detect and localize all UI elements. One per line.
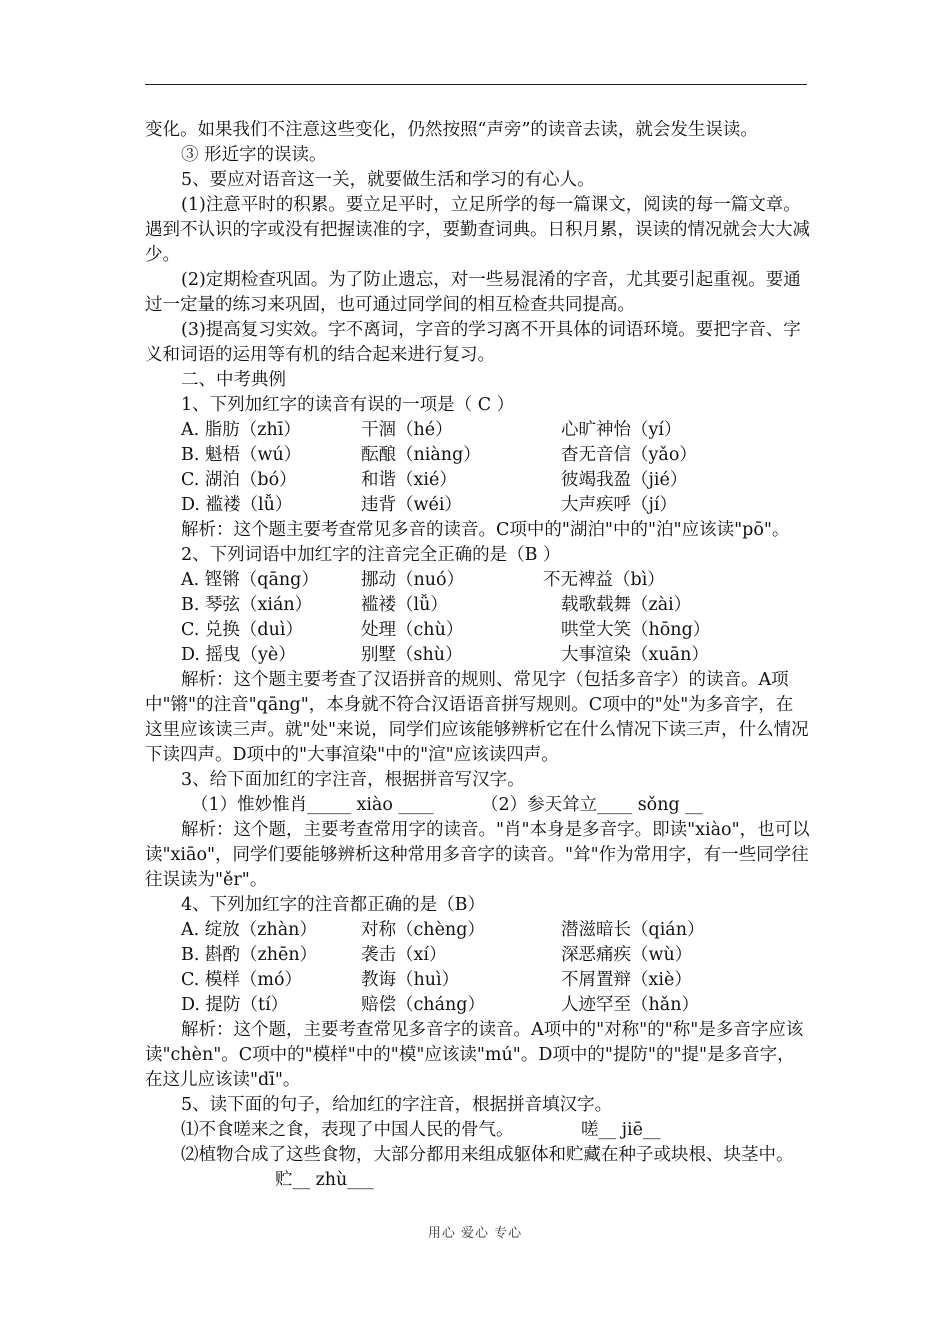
option-cell: 褴褛（lǚ） (361, 595, 448, 615)
option-cell: A. 绽放（zhàn） (181, 920, 317, 940)
question-stem: 2、下列词语中加红字的注音完全正确的是（B ） (181, 545, 561, 565)
option-cell: 载歌载舞（zài） (561, 595, 692, 615)
paragraph: ③ 形近字的误读。 (181, 145, 327, 165)
option-cell: D. 褴褛（lǚ） (181, 495, 293, 515)
paragraph: (3)提高复习实效。字不离词，字音的学习离不开具体的词语环境。要把字音、字义和词语的运用等有机的结合起来进行复习。 (145, 320, 801, 365)
option-cell: C. 湖泊（bó） (181, 470, 297, 490)
analysis-text: 解析：这个题，主要考查常用字的读音。"肖"本身是多音字。即读"xiào"，也可以读"xiāo"，同学们要能够辨析这种常用多音字的读音。"耸"作为常用字，有一些同学往往误读为"ěr"。 (145, 820, 810, 890)
sentence-text: ⑴不食嗟来之食，表现了中国人民的骨气。 (181, 1120, 514, 1140)
question-stem: 5、读下面的句子，给加红的字注音，根据拼音填汉字。 (181, 1095, 613, 1115)
option-cell: 心旷神怡（yí） (561, 420, 682, 440)
option-cell: 人迹罕至（hǎn） (561, 995, 699, 1015)
fill-blank-row (145, 793, 810, 818)
paragraph: (2)定期检查巩固。为了防止遗忘，对一些易混淆的字音，尤其要引起重视。要通过一定量的练习来巩固，也可通过同学间的相互检查共同提高。 (145, 270, 801, 315)
paragraph: 5、要应对语音这一关，就要做生活和学习的有心人。 (181, 170, 595, 190)
question-stem: 1、下列加红字的读音有误的一项是（ C ） (181, 395, 515, 415)
option-cell: 深恶痛疾（wù） (561, 945, 693, 965)
option-cell: C. 兑换（duì） (181, 620, 303, 640)
question-stem: 3、给下面加红的字注音，根据拼音写汉字。 (181, 770, 525, 790)
analysis-text: 解析：这个题主要考查了汉语拼音的规则、常见字（包括多音字）的读音。A项中"锵"的注音"qāng"，本身就不符合汉语语音拼写规则。C项中的"处"为多音字，在这里应该读三声。就"处"来说，同学们应该能够辨析它在什么情况下读三声，什么情况下读四声。D项中的"大事渲染"中的"渲"应该读四声。 (145, 670, 809, 765)
option-cell: A. 铿锵（qāng） (181, 570, 319, 590)
fill-blank-item: （1）惟妙惟肖_____ xiào ____ (191, 795, 434, 815)
paragraph: 变化。如果我们不注意这些变化，仍然按照“声旁”的读音去读，就会发生误读。 (145, 120, 758, 140)
option-cell: 赔偿（cháng） (361, 995, 485, 1015)
option-row (145, 593, 810, 618)
option-cell: D. 提防（tí） (181, 995, 289, 1015)
option-cell: 干涸（hé） (361, 420, 453, 440)
option-cell: 对称（chèng） (361, 920, 485, 940)
fill-blank-row (145, 1118, 810, 1143)
option-row (145, 993, 810, 1018)
option-cell: 不无裨益（bì） (543, 570, 665, 590)
option-row (145, 568, 810, 593)
option-row (145, 468, 810, 493)
section-heading: 二、中考典例 (181, 370, 286, 390)
option-row (145, 968, 810, 993)
option-row (145, 443, 810, 468)
question-stem: 4、下列加红字的注音都正确的是（B） (181, 895, 485, 915)
paragraph: (1)注意平时的积累。要立足平时，立足所学的每一篇课文，阅读的每一篇文章。遇到不认识的字或没有把握读准的字，要勤查词典。日积月累，误读的情况就会大大减少。 (145, 195, 810, 265)
fill-blank-item: 贮__ zhù___ (275, 1170, 374, 1190)
fill-blank-item: 嗟__ jiē__ (581, 1120, 661, 1140)
option-cell: 教诲（huì） (361, 970, 460, 990)
option-cell: 不屑置辩（xiè） (561, 970, 692, 990)
option-cell: 袭击（xí） (361, 945, 447, 965)
option-cell: 酝酿（niàng） (361, 445, 481, 465)
option-cell: B. 魁梧（wú） (181, 445, 302, 465)
option-cell: 处理（chù） (361, 620, 464, 640)
sentence-text (145, 1143, 810, 1193)
option-row (145, 643, 810, 668)
option-row (145, 918, 810, 943)
option-row (145, 618, 810, 643)
sentence-text: ⑵植物合成了这些食物，大部分都用来组成躯体和贮藏在种子或块根、块茎中。 (181, 1145, 794, 1165)
option-cell: 挪动（nuó） (361, 570, 465, 590)
option-row (145, 418, 810, 443)
header-rule (145, 84, 807, 85)
document-body (145, 118, 810, 1193)
option-cell: 大声疾呼（jí） (561, 495, 678, 515)
option-cell: 违背（wéi） (361, 495, 462, 515)
option-cell: B. 琴弦（xián） (181, 595, 313, 615)
option-cell: 哄堂大笑（hōng） (561, 620, 711, 640)
option-cell: 和谐（xié） (361, 470, 457, 490)
analysis-text: 解析：这个题主要考查常见多音的读音。C项中的"湖泊"中的"泊"应该读"pō"。 (181, 520, 790, 540)
option-cell: A. 脂肪（zhī） (181, 420, 301, 440)
option-cell: 别墅（shù） (361, 645, 463, 665)
option-cell: C. 模样（mó） (181, 970, 303, 990)
option-cell: B. 斟酌（zhēn） (181, 945, 318, 965)
page-footer: 用心 爱心 专心 (427, 1226, 523, 1241)
option-cell: 彼竭我盈（jié） (561, 470, 688, 490)
fill-blank-item: （2）参天耸立____ sǒng __ (481, 795, 703, 815)
option-cell: 潜滋暗长（qián） (561, 920, 705, 940)
option-row (145, 493, 810, 518)
option-cell: D. 摇曳（yè） (181, 645, 296, 665)
option-cell: 大事渲染（xuān） (561, 645, 709, 665)
analysis-text: 解析：这个题，主要考查常见多音字的读音。A项中的"对称"的"称"是多音字应该读"chèn"。C项中的"模样"中的"模"应该读"mú"。D项中的"提防"的"提"是多音字，在这儿应该读"dī"。 (145, 1020, 804, 1090)
option-row (145, 943, 810, 968)
option-cell: 杳无音信（yǎo） (561, 445, 697, 465)
